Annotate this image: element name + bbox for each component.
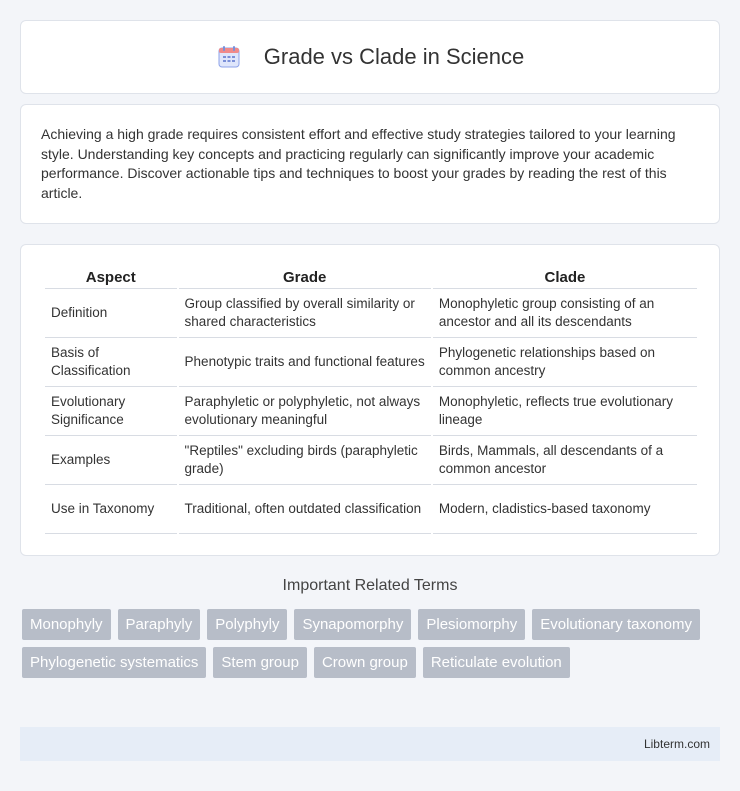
table-cell: Phylogenetic relationships based on common ancestry (433, 338, 697, 387)
column-header-clade: Clade (433, 267, 697, 289)
comparison-table (43, 267, 699, 534)
table-card (20, 244, 720, 556)
term-tag-phylogenetic-systematics[interactable]: Phylogenetic systematics (22, 647, 206, 678)
term-tag-plesiomorphy[interactable]: Plesiomorphy (418, 609, 525, 640)
term-tag-monophyly[interactable]: Monophyly (22, 609, 111, 640)
term-tag-polyphyly[interactable]: Polyphyly (207, 609, 287, 640)
intro-text: Achieving a high grade requires consistent effort and effective study strategies tailored to your learning style. Understanding key concepts and practicing regularly can significantly improve your academic performance. Discover actionable tips and techniques to boost your grades by reading the rest of this article. (41, 126, 676, 201)
table-cell: Monophyletic, reflects true evolutionary lineage (433, 387, 697, 436)
table-cell: Examples (45, 436, 177, 485)
table-cell: Group classified by overall similarity or shared characteristics (179, 289, 431, 338)
term-tag-crown-group[interactable]: Crown group (314, 647, 416, 678)
table-row (45, 387, 697, 436)
footer (20, 727, 720, 761)
table-cell: Definition (45, 289, 177, 338)
table-cell: "Reptiles" excluding birds (paraphyletic grade) (179, 436, 431, 485)
table-cell: Traditional, often outdated classification (179, 485, 431, 534)
header-card (20, 20, 720, 94)
table-cell: Birds, Mammals, all descendants of a common ancestor (433, 436, 697, 485)
intro-card (20, 104, 720, 224)
table-cell: Basis of Classification (45, 338, 177, 387)
term-tag-evolutionary-taxonomy[interactable]: Evolutionary taxonomy (532, 609, 700, 640)
table-cell: Paraphyletic or polyphyletic, not always evolutionary meaningful (179, 387, 431, 436)
table-cell: Phenotypic traits and functional features (179, 338, 431, 387)
table-row (45, 436, 697, 485)
table-row (45, 485, 697, 534)
term-tag-paraphyly[interactable]: Paraphyly (118, 609, 201, 640)
table-cell: Monophyletic group consisting of an ancestor and all its descendants (433, 289, 697, 338)
column-header-aspect: Aspect (45, 267, 177, 289)
page-title: Grade vs Clade in Science (263, 44, 525, 69)
term-tag-reticulate-evolution[interactable]: Reticulate evolution (423, 647, 570, 678)
table-row (45, 338, 697, 387)
table-cell: Evolutionary Significance (45, 387, 177, 436)
column-header-grade: Grade (179, 267, 431, 289)
table-cell: Modern, cladistics-based taxonomy (433, 485, 697, 534)
calendar-icon (216, 44, 242, 70)
term-tag-stem-group[interactable]: Stem group (213, 647, 307, 678)
term-tag-synapomorphy[interactable]: Synapomorphy (294, 609, 411, 640)
table-header-row (45, 267, 697, 289)
related-terms-list (22, 609, 722, 678)
table-cell: Use in Taxonomy (45, 485, 177, 534)
table-row (45, 289, 697, 338)
related-terms-title: Important Related Terms (282, 577, 458, 594)
footer-site-link[interactable]: Libterm.com (643, 737, 710, 751)
